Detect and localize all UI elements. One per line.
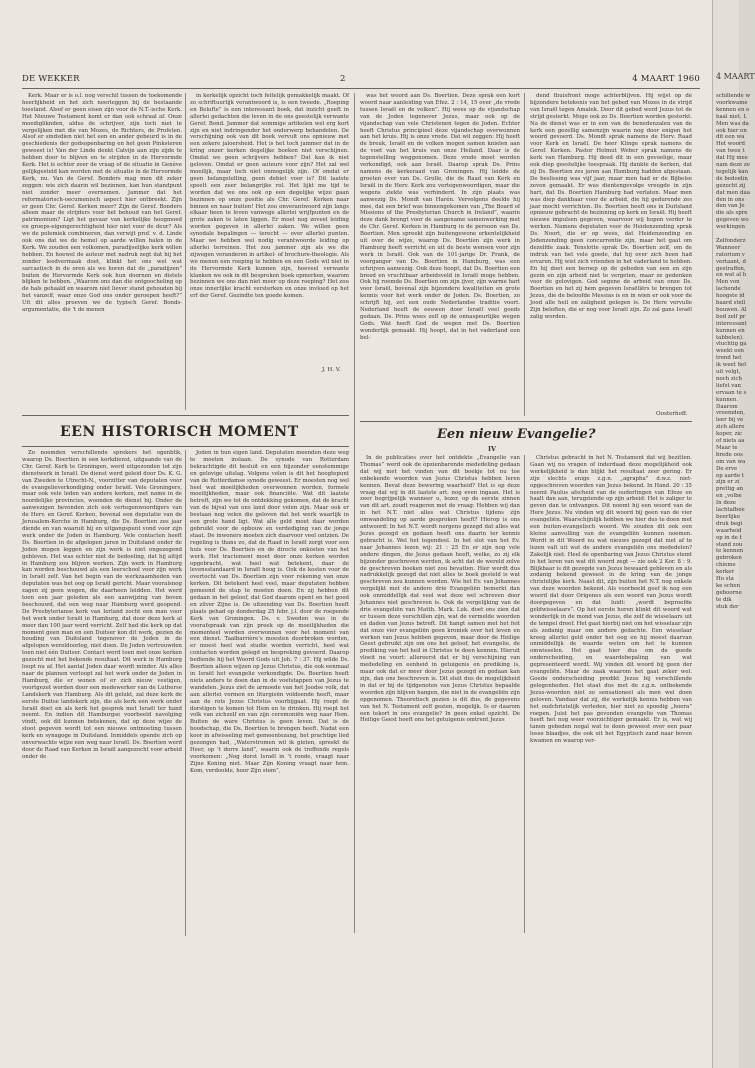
adjacent-page-line: ke schen bbox=[716, 582, 741, 589]
article1-signature: J. H. V. bbox=[322, 367, 341, 373]
adjacent-page-line: liefst van bbox=[716, 382, 742, 389]
adjacent-page-date: 4 MAART bbox=[716, 72, 755, 81]
adjacent-page-line: hoogste id bbox=[716, 293, 745, 300]
adjacent-page-line: Het woord bbox=[716, 141, 745, 148]
adjacent-page-line: van twee t bbox=[716, 148, 745, 155]
adjacent-page-line: kennen en e bbox=[716, 106, 750, 113]
adjacent-page-line: leer bij ve bbox=[716, 417, 744, 424]
adjacent-page-line: voorkwame bbox=[716, 99, 748, 106]
adjacent-page-line: gegeven wo bbox=[716, 217, 749, 224]
adjacent-page-line: In deze bbox=[716, 500, 736, 507]
article1-signature-2: Oosterhoff. bbox=[656, 411, 688, 417]
adjacent-page-line: Maar te bbox=[716, 444, 738, 451]
column-divider bbox=[524, 455, 525, 933]
adjacent-page-line: werkingen bbox=[716, 224, 745, 231]
adjacent-page-line: den van Je bbox=[716, 203, 745, 210]
adjacent-page-line: lachende bbox=[716, 286, 741, 293]
adjacent-page-line: ratorium v bbox=[716, 251, 745, 258]
adjacent-page-line: of niets aa bbox=[716, 438, 745, 444]
adjacent-page-line: druk begi bbox=[716, 520, 743, 527]
masthead bbox=[22, 74, 700, 89]
article1-column-4: dend thuisfront moge achterblijven. Hij wijst op de bijzondere betekenis van het gebed van Mozes in de strijd van Israël tegen Amalek. Door dit gebed werd Jezus tot de strijd gesterkt. Moge ook zo Ds. Boertien worden gesterkt. Na de dienst was er in een van de benedenzalen van de kerk een gezellig samenzijn waarin nog door enigen het woord gevoerd. Ds. Mondt sprak namens de Herv. Raad voor Kerk en Israël. De heer Klinge sprak namens de Geref. Kerken. Pastor Helmut Weber sprak namens de kerk van Hamburg. Hij deed dit in een gevoelige, maar ook diep geestelijke toespraak. Hij dankte de kerken, dat zij Ds. Boertien zes jaren aan Hamburg hadden afgestaan. De beslissing was vijf jaar, maar men had er de Bijbelse zeven gemaakt. Er was dientengevolge vreugde in zijn hart, dat Ds. Boertien Hamburg had verlaten. Maar men was diep dankbaar voor de arbeid, die hij gedurende zes jaar mocht verrichten. Ds. Boertien heeft ons in Duitsland opnieuw gebracht de bezinning op kerk en Israël. Hij heeft nieuwe impulsen gegeven, waarvoor wij hopen verder te werken. Namens deputaten voor de Heidenzending sprak Ds. Noort, die er op wees, dat Heidenzending en Jodenzending geen concurrentie zijn, maar het gaat om dezelfde zaak. Tenslotte sprak Ds. Boertien zelf, om de indruk van het vele goede, dat hij over zich heen had ervaren. Hij wist zich vrienden in het vaderland te hebben. En hij doet een beroep op de gebeden van een en zijn gezin en zijn arbeid niet te vergeten, maar ze gedenken voor de gelovigen. God segene de arbeid van onze Ds. Boertien en het zij hem gegeven Israëliërs te brengen tot Jezus, die de beloofde Messias is en in wien er ook voor de Jood alle heil en zaligheid gelegen is. De Here vervulle Zijn beloften, die er nog voor Israël zijn. Zo zal gans Israël zalig worden. bbox=[530, 93, 692, 320]
page-number: 2 bbox=[340, 74, 346, 84]
adjacent-page-line: haal niet. L bbox=[716, 113, 747, 120]
adjacent-page-line: kerker bbox=[716, 569, 735, 576]
adjacent-page-line: Zelfonderz bbox=[716, 237, 746, 244]
column-divider bbox=[354, 93, 355, 933]
adjacent-page-line: te kennen bbox=[716, 548, 744, 555]
adjacent-page-line: kunnen. bbox=[716, 396, 739, 403]
adjacent-page-line: ik weet het bbox=[716, 362, 747, 369]
adjacent-page-line: om van wa bbox=[716, 458, 746, 465]
article3-part-number: IV bbox=[488, 445, 497, 453]
column-divider bbox=[524, 93, 525, 416]
headline-rule bbox=[22, 446, 349, 447]
adjacent-page-line: chieme bbox=[716, 562, 736, 569]
article2-headline: EEN HISTORISCH MOMENT bbox=[60, 424, 299, 440]
adjacent-page-line: stuk der bbox=[716, 603, 739, 610]
adjacent-page-line: gestraffen, bbox=[716, 265, 746, 272]
adjacent-page-line: baard stell bbox=[716, 300, 746, 306]
adjacent-page-line: beerlijke bbox=[716, 513, 740, 520]
adjacent-page-line: en wat al h bbox=[716, 272, 747, 279]
adjacent-page-line: De erve bbox=[716, 465, 738, 472]
adjacent-page-line: bod zelf pr bbox=[716, 313, 746, 320]
article2-column-2: Joden in hun eigen land. Deputaten meenden deze weg te moeten inslaan. De synode van Rotterdam bekrachtigde dit besluit en een bijzonder eenstemmige en gelovige uitslag. Volgens velen is dit het hoogtepunt van de Rotterdamse synode geweest. Er moesten nog wel heel wat moeilijkheden overwonnen worden, formele moeilijkheden, maar ook financiële. Wat dit laatste betreft, zijn we tot de ontdekking gekomen, dat de kracht van de bijval van ons land door velen zijn. Maar ook er bestaan nog velen die geloven dat het werk waarlijk in een grote hand ligt. Wat alle geld moet daar worden gebruikt voor de opbouw en verdediging van de jonge staat. De inwoners moeten zich daarvoor veel ontzien. De regeling is thans zo, dat de Raad in Israël zorgt voor een huis voor Ds. Boertien en de directe onkosten van het werk. Het tractement moet door onze kerken worden opgebracht, wat heel wat betekent, daar de levensstandaard in Israël hoog is. Ook de kosten voor de overtocht van Ds. Boertien zijn voor rekening van onze kerken. Dit betekent heel veel, maar deputaten hebben gemeend de stap te moeten doen. En zij hebben dit gedaan in het geloof, dat God daarom opent en het goed en zilver Zijne is. De uitzending van Ds. Boertien heeft plaats gehad op donderdag 25 febr. j.l. door de roepende Kerk van Groningen. Ds. v. Sweden was in de voorafspraak van zijn preek op de moeilijkheden die momenteel worden overwonnen voor het moment van een dienst. Taalbarrière's moesten doorbroken worden, er moest heel wat studie worden verricht, heel wat contacten worden gelegd en bespreking gevoerd. Daarop bediende hij het Woord Gods uit Joh. 7 : 37. Hij wilde Ds. Boertien alleen wijzen op Jezus Christus, die ook eenmaal in Israël het evangelie verkondigde. Ds. Boertien heeft niets anders te doen dan in de voetstappen van Jezus te wandelen. Jezus ziet de armoede van het Joodse volk, dat aan allerlei vormen en liturgieën voldoende heeft, maar aan de rots Jezus Christus voorbijgaat. Hij roept de dorstigen te komen tot Hem en te drinken. Hij roept het volk van zichzelf en van zijn ceremoniën weg naar Hem. Buiten de ware Christus is geen leven. Dat is de boodschap, die Ds. Boertien te brengen heeft. Nadat een koor in afwisseling met gemeentezang, het prachtige lied gezongen had, „Waterstromen wil ik gieten, spreekt de Heer, op 't dorre land”, waarin ook de treffende regels voorkomen: „Nog dorst Israël in 't ronde, vraagt naar Zijne Koning niet. Maar Zijn Koning vraagt naar hem. Kom, verdoolde, hoor Zijn stem”, bbox=[190, 450, 349, 774]
adjacent-page-line: Men was da bbox=[716, 120, 749, 127]
adjacent-page-line: tegelijk kan bbox=[716, 168, 749, 175]
adjacent-page-line: trend het bbox=[716, 355, 742, 362]
adjacent-page-line: nam deze ze bbox=[716, 162, 750, 168]
adjacent-page-line: geboorne bbox=[716, 589, 742, 596]
adjacent-page-line: noch zich bbox=[716, 375, 742, 382]
adjacent-page-line: zich allere bbox=[716, 424, 745, 431]
adjacent-page-line: Ho sta bbox=[716, 576, 734, 582]
adjacent-page-line: dat men daa bbox=[716, 189, 750, 196]
adjacent-page-line: ervaan te s bbox=[716, 389, 747, 396]
adjacent-page-line: Wanneer bbox=[716, 244, 741, 251]
adjacent-page-line: en „volbe bbox=[716, 493, 742, 500]
adjacent-page-line: zijn er zi bbox=[716, 479, 740, 486]
article1-column-3: was het woord aan Ds. Boertien. Deze sprak een kort woord naar aanleiding van Efez. 2 : 14, 15 over „de vrede tussen Israël en de volken”. Hij wees op de vijandschap van de Joden tegenover Jezus, maar ook op de vijandschap van vele Christenen tegen de Joden. Echter heeft Christus principieel deze vijandschap overwonnen aan het kruis. Hij is onze vrede. Dat wil zeggen: Hij heeft de breuk, Israël en de volken mogen samen knielen aan de voet van het kruis van onze Heiland. Daar is de tegenstelling weggenomen. Deze vrede moet worden verkondigd, ook aan Israël. Daarop sprak Ds. Prins namens de kerkeraad van Groningen. Hij leidde de groeten over van Ds. Grolle, die de Raad van Kerk en Israël in de Herv. Kerk zou vertegenwoordigen, maar die wegens ziekte was verhinderd. In zijn plaats was aanwezig Ds. Mondt van Harén. Vervolgens deelde hij mee, dat een brief was binnengekomen van „The Board of Missions of the Presbyterian Church in Ireland”, waarin deze dank brengt voor de aangename samenwerking met de Chr. Geref. Kerken in Hamburg in de persoon van Ds. Boertien. Men spreekt zijn buitengewone erkentelijkheid uit over de wijze, waarop Ds. Boertien zijn werk in Hamburg heeft verricht en uit de beste wensen voor zijn werk in Israël. Ook van de 101-jarige Dr. Frank, de voorganger van Ds. Boertien in Hamburg, was een schrijven aanwezig. Ook deze hoopt, dat Ds. Boertien een breed en vruchtbaar arbeidsveld in Israël moge hebben. Ook hij roemde Ds. Boertien om zijn ijver, zijn warme hart voor Israël, bovenal zijn bijzondere kwaliteiten en grote kennis voor het werk onder de Joden. Ds. Boertien, zo schrijft hij, zet een oude Nederlandse traditie voort. Nederland heeft de eeuwen door Israël veel goeds gedaan. Ds. Prins wees zelf op de onnaspeurlijke wegen Gods. Wat heeft God de wegen met Ds. Boertien wonderlijk gemaakt. Hij hoopt, dat in het vaderland een bel- bbox=[360, 93, 520, 341]
adjacent-page-line: vluchtig ga bbox=[716, 341, 747, 348]
article3-column-1: In de publicaties over het ontdekte „Evangelie van Thomas” werd ook de opzienbarende mededeling gedaan dat wij met het vinden van dit boekje tot nu toe onbekende woorden van Jezus Christus hebben leren kennen. Bevat deze bewering waarheid? Het is op deze vraag dat wij in dit laatste art. nog even ingaan. Het is zeer begrijpelijk wanneer u, lezer, op de eerste zinnen van dit art. zoudt reageren met de vraag: Hebben wij dan in het N.T. niet alles wat Christus tijdens zijn omwandeling op aarde gesproken heeft? Hierop is ons antwoord: In het N.T. wordt nergens gezegd dat alles wat Jezus gezegd en gedaan heeft ons daarin ter kennis gebracht is. Wel het tegendeel. In het slot van het Ev. naar Johannes lezen wij: 21 : 25 En er zijn nog vele andere dingen, die Jezus gedaan heeft, welke, zo zij elk bijzonder geschreven werden, ik acht dat de wereld zelve de geschreven boeken niet zou bevatten. Hier wordt dus nadrukkelijk gezegd dat niet alles te boek gesteld is wat geschreven zou kunnen worden. Wie het Ev. van Johannes vergelijkt met de andere drie Evangeliën bemerkt dan ook onmiddellijk dat veel wat deze wel schreven door Johannes niet geschreven is. Ook de vergelijking van de drie evangeliën van Matth. Mark. Luk. doet ons zien dat er tussen deze verschillen zijn, wat de vermelde woorden en daden van Jezus betreft. Dit hangt samen met het feit dat onze vier evangeliën geen kroniek over het leven en werken van Jezus hebben gegeven, maar door de Heilige Geest gebruikt zijn om ons het geloof, het evangelie, de prediking van het heil in Christus te doen kennen. Hieruit vloeit nu voort: allereerst dat er bij verschijning van mededeling en eenheid in getuigenis en prediking is, maar ook dat er meer door Jezus gezegd en gedaan kan zijn, dan ons beschreven is. Dit sluit dus de mogelijkheid in dat er bij de tijdgenoten van Jezus Christus bepaalde woorden zijn blijven hangen, die niet in de evangeliën zijn opgenomen. Theoretisch gezien is dit dus, de gegevens van het N. Testament zelf gezien, mogelijk. Is er daarom een tekort in ons evangelie? In geen enkel opzicht. De Heilige Geest heeft ons het getuigenis omtrent Jezus bbox=[360, 455, 520, 724]
adjacent-page-line: te dik bbox=[716, 596, 732, 603]
adjacent-page-line: brede oos bbox=[716, 451, 743, 458]
adjacent-page-line: bouwen. Al bbox=[716, 306, 747, 313]
column-divider bbox=[185, 93, 186, 410]
adjacent-page-line: ook hier on bbox=[716, 127, 747, 134]
adjacent-page-line: op in de t bbox=[716, 534, 742, 541]
adjacent-page-line: dat Hij mee bbox=[716, 155, 748, 162]
adjacent-page-line: dit een wa bbox=[716, 134, 745, 141]
adjacent-page-line: vertaant, d bbox=[716, 258, 746, 265]
adjacent-page-line: gebroken bbox=[716, 555, 742, 562]
adjacent-page-line: interessant bbox=[716, 320, 747, 327]
article3-headline: Een nieuw Evangelie? bbox=[437, 427, 596, 442]
article2-column-1: Zo noemden verschillende sprekers het ogenblik, waarop Ds. Boertien in een kerkdienst, uitgaande van de Chr. Geref. Kerk te Groningen, werd uitgezonden tot zijn dienstwerk in Israël. De dienst werd geleid door Ds. K. G. van Zweden te Utrecht-N., voorzitter van deputaten voor de evangelieverkondiging onder Israël. Vele Groningers, maar ook vele leden van andere kerken, met name in de noordelijke provincies, woonden de dienst bij. Onder de aanwezigen bevonden zich ook vertegenwoordigers van de Herv. en Geref. Kerken, bovenal een deputatie van de Jerusalem-Kerche in Hamburg, die Ds. Boertien zes jaar diende en van waaruit hij en uitgangspunt vond voor zijn werk onder de Joden in Hamburg. Vele contacten heeft Ds. Boertien in de afgelopen jaren in Duitsland onder de Joden mogen leggen en zijn werk is niet ongezegend gebleven. Het was echter niet de bedoeling, dat hij altijd in Hamburg zou blijven werken. Zijn werk in Hamburg kan worden beschouwd als een leerschool voor zijn werk in Israël zelf. Van het begin van de werkzaamheden van deputaten was het oog op Israël gericht. Maar vooralsnog zagen zij geen wegen, die daarheen leidden. Het werd toen een jaar geleden als een aanwijzing van boven beschouwd, dat een weg naar Hamburg werd geopend. De Presbyterianse kerk van Ierland zocht een man voor het werk onder Israël in Hamburg, dat door deze kerk al meer dan 100 jaar werd verricht. Zelf had die kerk op dat moment geen man en een Duitser kon dit werk, gezien de houding van Duitsland tegenover de Joden in de afgelopen wereldoorlog, niet doen. De Joden vertrouwden toen niet één Duitser. Contact werd toen met onze kerken gezocht met het bekende resultaat. Dit werk in Hamburg loopt nu af. Het aantal Joden daar wordt minder. Als alles naar de plannen verloopt zal het werk onder de Joden in Hamburg, die er wonen of er zich nieuw vestigen, voortgezet worden door een medewerker van de Lutherse Landskerk van Hamburg. Als dit gelukt, zal deze kerk de eerste Duitse landskerk zijn, die als kerk een werk onder Israël doet en als kerk het gesprek met Israël ter hand neemt. En indien dit Hamburgse voorbeeld navolging vindt, ook dit kunnen betekenen, dat op deze wijze de stoot gegeven wordt tot een nieuwe ontmoeting tussen kerk en synagoge in Duitsland. Inmiddels opende zich op onverwachte wijze een weg naar Israël. Ds. Boertien werd door de Raad van Kerken in Israël aangezocht voor arbeid onder de bbox=[22, 450, 183, 760]
adjacent-page-line: vreemden, bbox=[716, 410, 745, 417]
newspaper-name: DE WEKKER bbox=[22, 74, 80, 84]
adjacent-page-line: die als spre bbox=[716, 210, 748, 217]
adjacent-page-line: prettig an bbox=[716, 486, 744, 493]
adjacent-page-line: den in ons bbox=[716, 196, 745, 203]
article3-column-2: Christus gebracht in het N. Testament dat wij bezitten. Gaan wij nu vragen of inderdaad deze mogelijkheid ook werkelijkheid is dan blijkt het resultaat zeer gering. Er zijn slechts enige z.g.n. „agrapha” d.w.z. niet-opgeschreven woorden van Jezus bekend. In Hand. 20 : 35 neemt Paulus afscheid van de ouderlingen van Efeze en haalt dan aan, terugziende op zijn arbeid: Het is zaliger te geven dan te ontvangen. Dit noemt hij een woord van de Here Jezus. Nu vinden wij dit woord bij geen van de vier evangeliën. Waarschijnlijk hebben we hier dus te doen met een buiten-evangelisch woord. We zouden dit ook een kleine aanvulling van de evangeliën kunnen noemen. Wordt in dit Woord nu wat nieuws gezegd dat niet af te lezen valt uit wat de andere evangeliën ons mededelen? Zakelijk niet. Heel de openbaring van Jezus Christus stemt in het leren van wat dit woord zegt — zie ook 2 Kor. 8 : 9. Blijkbaar is dit gezegde van Jezus bewaard gebleven en als zodanig bekend geweest in de kring van de jonge christelijke kerk. Naast dit, zijn buiten het N.T. nog enkele van deze woorden bekend. Als voorbeeld geef ik nog een woord dat door Origenes als een woord van Jezus wordt doorgegeven en dat luidt: „wordt beproefde geldwisselaars”. Op het eerste horen klinkt dit woord wat wonderlijk in de mond van Jezus, die zelf de wisselaars uit de tempel dreef. Het gaat hierbij niet om het wisselaar zijn als zodanig maar om andere gedachte. Een wisselaar kreeg allerlei geld onder het oog en hij moest daarvan onmiddellijk de waarde weten om het te kunnen omwisselen. Het gaat hier dus om de goede onderscheiding, en waardebepaling van wat gepresenteerd wordt. Wij vinden dit woord bij geen der evangeliën. Maar de zaak waarom het gaat zeker wel. Goede onderscheiding predikt Jezus bij verschillende gelegenheden. Het staat dus met de z.g.n. ontbekende Jezus-woorden niet zo sensationeel als men wel doen geloven. Vandaar dat zij, die werkelijk kennis hebben van het oudchristelijk verleden, hier niet zo spoedig „hoera” roepen. Juist het pas gevonden evangelie van Thomas heeft het nog weer voorzichtiger gemaakt. Er is, wat wij tanen gebeden nogal wat te doen geweest over een paar losse blaadjes, die ook uit het Egyptisch zand naar boven kwamen en waarop ver- bbox=[530, 455, 692, 745]
adjacent-page-line: Daarom bbox=[716, 403, 738, 410]
adjacent-page-line: koper, zic bbox=[716, 431, 743, 438]
adjacent-page-line: weekt een bbox=[716, 348, 744, 355]
adjacent-page-line: tabbelen). bbox=[716, 334, 744, 341]
adjacent-page-line: schillende w bbox=[716, 93, 751, 99]
adjacent-page-edge bbox=[712, 0, 755, 1068]
article-separator bbox=[22, 415, 349, 416]
adjacent-page-line: kunnen en bbox=[716, 327, 745, 334]
adjacent-page-line: Men von bbox=[716, 279, 740, 286]
adjacent-page-line: waarheid bbox=[716, 527, 742, 534]
article1-column-2: in kerkelijk opzicht toch feitelijk gemakkelijk maakt. Of zo schriftuurlijk verantwoord is, is een tweede. „Roeping en Belofte” is een interessant boek, dat inzicht geeft in allerlei gedachten die leven in de ons geestelijk verwante Geref. Bond. Jammer dat sommige artikelen wel erg kort zijn en niet indringender het onderwerp behandelen. De verschijning ook van dit boek vervult ons opnieuw met een zekere jaloersheid. Het is het toch jammer dat in de kring onzer kerken degelijke boeken niet verschijnen. Omdat we geen schrijvers hebben? Dat kan ik niet geloven. Omdat er geen auteurs voor zijn? Het zal wel moeilijk, maar toch niet onmogelijk zijn. Of omdat er geen belangstelling, geen debiet voor is? Dit laatste speelt een zeer belangrijke rol. Het lijkt me tijd te worden dat we ons ook op een degelijke wijze gaan bezinnen op onze positie als Chr. Geref. Kerken naar binnen en naar buiten! Het zou onverantwoord zijn langs elkaar heen te leven vanwege allerlei wrijfpunten en de grote zaken te laten liggen. Er moet nog zoveel leiding worden gegeven in allerlei zaken. We willen geen synodale bepalingen — terecht — over allerlei punten. Maar we hebben wel nodig verantwoorde leiding op allerlei terreinen. Het zou jammer zijn als we die zijwegen veranderen in artikel- of brochure-theologie. Als we menen een roeping te hebben en een Gods wil niet in de Hervormde Kerk kunnen zijn, hoeveel verwante klanken we ook in dit bespreken boek opmerken, waarom bezinnen we ons dan niet meer op deze roeping? Het zou onze innerlijke kracht versterken en onze invloed op het erf der Geref. Gezindte ten goede komen. bbox=[190, 93, 349, 300]
article1-column-1: Kerk. Maar er is o.l. nog verschil tussen de toekomende heerlijkheid en het zich neerleggen bij de bestaande toestand. Alsof er geen eisen zijn voor de N.T.-ische Kerk. Het Nieuwe Testament komt er dan ook schraal af. Onze moedigliknden, aldus de schrijver, zijn toch niet te vergelijken met die van Mozes, de Richters, de Profeten. Alsof er sindsdien niet het een en ander gebeurd is in de geschiedenis der godsopenbaring en het geen Pinksteren geweest is! Van der Linde denkt Calvijn aan zijn zijde te hebben door te blijven en te strijden in de Hervormde Kerk. Het is echter zeer de vraag of de situatie in Genève gelijkgesteld kan worden met de situatie in de Hervormde Kerk, nu. Van de Geref. Bonders mag men dit zeker zeggen: wie zich daarin wil bezinnen, kan hun standpunt niet zonder meer overnemen. Jammer dat het reformatorisch-oecumenisch aspect hier ontbreekt. Zijn er geen Chr. Geref. Kerken meer? Zijn de Geref. Bonders alleen maar de strijders voor het behoud van het Geref. patrimonium? Ligt het gevaar van kerkelijke hoogmoed en groeps-eigengerechtigheid hier niet voor de deur? Als we de polemiek combineren, dan verwijt prof. v. d. Linde ook ons dat we de hemel op aarde willen halen in de Kerk. We zouden een volkomen, paradijselijke kerk willen hebben. En hoewel de auteur met nadruk zegt dat hij het zonder leedvermaak doet, klinkt het ons wel wat sarcastisch in de oren als we horen dat de „paradijzen” buiten de Hervormde Kerk ook hun doornen en distels blijken te hebben. „Waarom ons dan die ontgoocheling op de hals gehaald en waarom niet liever stand gehouden bij het vanzelf, waar onze God ons onder geroepen heeft?” Uit dit alles proeven we de typisch Geref. Bonds-argumentatie, die 't de menen bbox=[22, 93, 182, 314]
adjacent-page-line: lachtafbee bbox=[716, 507, 745, 513]
column-divider bbox=[185, 450, 186, 936]
adjacent-page-line: stand zou bbox=[716, 541, 743, 548]
issue-date: 4 MAART 1960 bbox=[632, 74, 700, 84]
article-separator bbox=[360, 421, 692, 422]
adjacent-page-line: de bedoelin bbox=[716, 175, 748, 182]
adjacent-page-line: uit volgt, bbox=[716, 369, 741, 375]
adjacent-page-line: gezocht zij bbox=[716, 182, 746, 189]
adjacent-page-line: op aarde t bbox=[716, 472, 744, 479]
